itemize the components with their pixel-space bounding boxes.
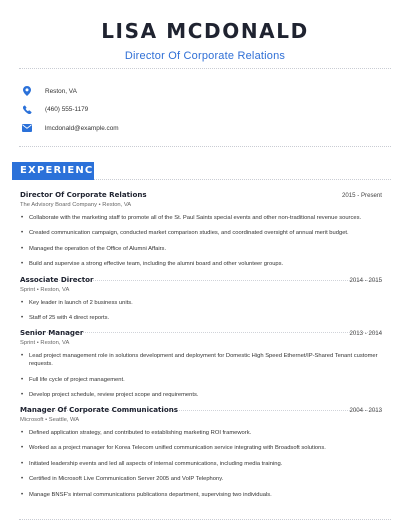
job-bullets (20, 429, 382, 499)
candidate-name: LISA MCDONALD (101, 19, 309, 43)
job-entry-1 (20, 190, 382, 276)
envelope-icon (20, 121, 34, 135)
job-company: The Advisory Board Company (20, 202, 98, 208)
job-title: Director Of Corporate Relations (20, 190, 147, 199)
list-item: • Manage BNSF's internal communications publications department, supervising two individuals. (20, 491, 382, 499)
resume-header (0, 0, 410, 62)
job-bullets (20, 299, 382, 323)
job-title: Senior Manager (20, 328, 84, 337)
job-title: Manager Of Corporate Communications (20, 405, 178, 414)
job-company: Sprint (20, 287, 36, 293)
list-item: • Initiated leadership events and led all aspects of internal communications, including media training. (20, 460, 382, 468)
job-entry-3 (20, 328, 382, 407)
candidate-title: Director Of Corporate Relations (124, 50, 286, 62)
contact-location (20, 82, 119, 100)
contact-divider (19, 146, 391, 147)
list-item: • Collaborate with the marketing staff to promote all of the St. Paul Saints special events and other non-traditional revenue sources. (20, 214, 382, 222)
experience-heading: EXPERIENCE (12, 162, 94, 180)
job-dates: 2004 - 2013 (349, 407, 382, 414)
location-text: Reston, VA (45, 87, 77, 95)
experience-heading-rule (94, 179, 391, 180)
job-entry-2 (20, 275, 382, 330)
job-bullets (20, 214, 382, 269)
job-entry-4 (20, 405, 382, 506)
job-company: Microsoft (20, 417, 44, 423)
list-item: • Defined application strategy, and contributed to establishing marketing ROI framework. (20, 429, 382, 437)
contact-email (20, 119, 119, 137)
job-title: Associate Director (20, 275, 94, 284)
job-company: Sprint (20, 340, 36, 346)
header-divider (19, 68, 391, 69)
contact-info (20, 82, 119, 138)
list-item: • Full life cycle of project management. (20, 376, 382, 384)
job-company-line (20, 287, 382, 293)
list-item: • Key leader in launch of 2 business units. (20, 299, 382, 307)
phone-icon (20, 103, 34, 117)
job-location: • Reston, VA (36, 287, 70, 293)
email-text: lmcdonald@example.com (45, 124, 119, 132)
job-company-line (20, 202, 382, 208)
list-item: • Created communication campaign, conducted market comparison studies, and coordinated oversight of annual merit budget. (20, 229, 382, 237)
list-item: • Lead project management role in solutions development and deployment for Domestic High Speed Ethernet/IP-Shared Tenant customer requests. (20, 352, 382, 369)
list-item: • Develop project schedule, review project scope and requirements. (20, 391, 382, 399)
footer-divider (19, 519, 391, 520)
contact-phone (20, 101, 119, 119)
job-dates: 2014 - 2015 (349, 277, 382, 284)
job-dates: 2013 - 2014 (349, 330, 382, 337)
job-location: • Reston, VA (36, 340, 70, 346)
list-item: • Staff of 25 with 4 direct reports. (20, 314, 382, 322)
map-pin-icon (20, 84, 34, 98)
job-company-line (20, 340, 382, 346)
job-location: • Seattle, WA (45, 417, 80, 423)
list-item: • Certified in Microsoft Live Communication Server 2005 and VoIP Telephony. (20, 475, 382, 483)
job-dates: 2015 - Present (342, 192, 382, 199)
list-item: • Build and supervise a strong effective team, including the alumni board and other volunteer groups. (20, 260, 382, 268)
job-bullets (20, 352, 382, 400)
job-company-line (20, 417, 382, 423)
list-item: • Worked as a project manager for Korea Telecom unified communication service integrating with Broadsoft solutions. (20, 444, 382, 452)
job-location: • Reston, VA (98, 202, 132, 208)
phone-text: (460) 555-1179 (45, 106, 89, 114)
list-item: • Managed the operation of the Office of Alumni Affairs. (20, 245, 382, 253)
